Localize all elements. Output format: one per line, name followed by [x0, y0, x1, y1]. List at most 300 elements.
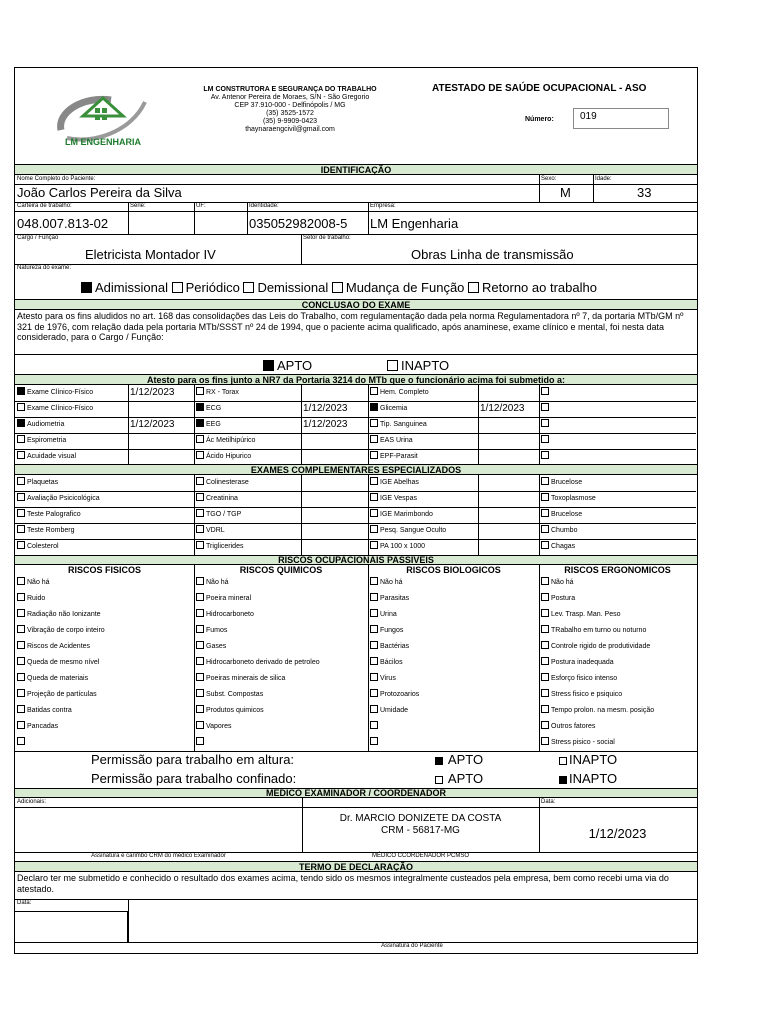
checkbox-icon: [541, 673, 549, 681]
checkbox-icon: [196, 435, 204, 443]
risco-item[interactable]: [196, 719, 366, 735]
complementar-item[interactable]: [541, 507, 694, 523]
complementar-item[interactable]: [370, 491, 537, 507]
checkbox-icon: [17, 541, 25, 549]
risco-item[interactable]: [370, 639, 537, 655]
exam-item[interactable]: [541, 401, 694, 417]
risco-item[interactable]: [17, 591, 192, 607]
complementar-item[interactable]: [541, 491, 694, 507]
setor-value[interactable]: Obras Linha de transmissão: [411, 247, 574, 262]
empresa-value[interactable]: LM Engenharia: [370, 216, 459, 231]
setor-label: Setor de trabalho:: [303, 235, 351, 241]
complementar-label: Brucelose: [551, 479, 583, 486]
coordenador-label: MÉDICO CCORDENADOR PCMSO: [371, 853, 469, 859]
numero-field[interactable]: [573, 108, 669, 129]
exam-label: ECG: [206, 405, 222, 412]
confinado-inapto[interactable]: INAPTO: [559, 771, 617, 786]
exam-label: EPF-Parasit: [380, 453, 418, 460]
exam-item[interactable]: [196, 449, 299, 465]
complementar-item[interactable]: [541, 475, 694, 491]
checkbox-icon: [196, 387, 204, 395]
risco-label: Pancadas: [27, 723, 59, 730]
checkbox-icon: [17, 509, 25, 517]
sexo-label: Sexo:: [541, 176, 557, 182]
checkbox-icon: [559, 757, 567, 765]
risco-label: Vibração de corpo inteiro: [27, 627, 105, 634]
risco-item[interactable]: [17, 735, 192, 751]
confinado-apto[interactable]: APTO: [435, 771, 483, 786]
checkbox-icon: [172, 282, 183, 293]
risco-label: Tempo prolon. na mesm. posição: [551, 707, 655, 714]
checkbox-icon: [370, 525, 378, 533]
checkbox-icon: [196, 541, 204, 549]
natureza-option[interactable]: Periódico: [172, 280, 240, 295]
risco-item[interactable]: [196, 735, 366, 751]
risco-item[interactable]: [370, 687, 537, 703]
checkbox-icon: [370, 403, 378, 411]
checkbox-icon: [541, 577, 549, 585]
risco-label: Stress fisico e psiquico: [551, 691, 623, 698]
complementar-label: Triglicerides: [206, 543, 244, 550]
risco-label: Radiação não Ionizante: [27, 611, 101, 618]
exam-item[interactable]: [196, 417, 299, 433]
checkbox-icon: [370, 705, 378, 713]
idade-label: Idade:: [595, 176, 612, 182]
checkbox-icon: [387, 360, 398, 371]
complementar-item[interactable]: [196, 507, 366, 523]
complementar-item[interactable]: [370, 475, 537, 491]
risco-item[interactable]: [370, 703, 537, 719]
risco-label: Queda de materiais: [27, 675, 89, 682]
natureza-option[interactable]: Demissional: [243, 280, 328, 295]
risco-item[interactable]: [196, 607, 366, 623]
exam-item[interactable]: [541, 433, 694, 449]
checkbox-icon: [196, 451, 204, 459]
complementar-label: TGO / TGP: [206, 511, 242, 518]
checkbox-icon: [196, 593, 204, 601]
complementar-item[interactable]: [370, 507, 537, 523]
cargo-label: Cargo / Função: [17, 235, 59, 241]
riscos-biologicos-title: RISCOS BIOLOGICOS: [406, 565, 501, 575]
exam-date[interactable]: 1/12/2023: [130, 419, 175, 430]
checkbox-icon: [541, 625, 549, 633]
exam-item[interactable]: [541, 417, 694, 433]
company-info: [190, 86, 390, 134]
exam-item[interactable]: [17, 401, 126, 417]
riscos-grid: [15, 575, 696, 751]
natureza-option[interactable]: Retorno ao trabalho: [468, 280, 597, 295]
exam-date[interactable]: 1/12/2023: [303, 419, 348, 430]
checkbox-icon: [196, 673, 204, 681]
checkbox-icon: [370, 657, 378, 665]
complementar-item[interactable]: [17, 507, 192, 523]
risco-label: Projeção de partículas: [27, 691, 97, 698]
checkbox-icon: [196, 525, 204, 533]
risco-item[interactable]: [17, 703, 192, 719]
checkbox-icon: [17, 403, 25, 411]
complementar-label: IGE Marimbondo: [380, 511, 433, 518]
risco-item[interactable]: [196, 575, 366, 591]
complementar-label: PA 100 x 1000: [380, 543, 426, 550]
complementar-item[interactable]: [370, 523, 537, 539]
conclusao-inapto[interactable]: INAPTO: [387, 358, 449, 373]
checkbox-icon: [541, 705, 549, 713]
checkbox-icon: [17, 641, 25, 649]
conclusao-text: Atesto para os fins aludidos no art. 168 das consolidações das Leis do Trabalho, com regulamentação dada pela norma Regulamentadora nº 7, da portaria MTb/GM nº 321 de 1976, com relação dada pela portaria MTb/SSST nº 24 de 1994, que o paciente acima qualificado, após anaminese, exame clínico e mental, foi nesta data considerado, para o Cargo / Função:: [17, 311, 684, 342]
complementar-label: Plaquetas: [27, 479, 59, 486]
idade-value[interactable]: 33: [637, 185, 652, 200]
checkbox-icon: [370, 451, 378, 459]
checkbox-icon: [196, 577, 204, 585]
risco-label: Controle rigido de produtividade: [551, 643, 651, 650]
risco-item[interactable]: [541, 591, 694, 607]
exam-label: Audiometria: [27, 421, 65, 428]
risco-item[interactable]: [196, 655, 366, 671]
checkbox-icon: [541, 387, 549, 395]
checkbox-icon: [370, 419, 378, 427]
medico-band: MEDICO EXAMINADOR / COORDENADOR: [15, 788, 697, 798]
checkbox-icon: [17, 419, 25, 427]
exam-date[interactable]: 1/12/2023: [130, 387, 175, 398]
natureza-option[interactable]: Mudança de Função: [332, 280, 465, 295]
checkbox-icon: [541, 593, 549, 601]
checkbox-icon: [17, 673, 25, 681]
checkbox-icon: [196, 493, 204, 501]
exames-band: Atesto para os fins junto a NR7 da Portaria 3214 do MTb que o funcionário acima foi submetido a:: [15, 374, 697, 385]
altura-inapto[interactable]: INAPTO: [559, 752, 617, 767]
checkbox-icon: [435, 776, 443, 784]
checkbox-icon: [468, 282, 479, 293]
exam-label: Acuidade visual: [27, 453, 77, 460]
complementar-label: VDRL: [206, 527, 225, 534]
checkbox-icon: [196, 641, 204, 649]
complementar-item[interactable]: [17, 539, 192, 555]
risco-item[interactable]: [196, 671, 366, 687]
risco-item[interactable]: [541, 735, 694, 751]
riscos-band: RISCOS OCUPACIONAIS PASSIVEIS: [15, 555, 697, 565]
carteira-label: Carteira de trabalho:: [17, 203, 72, 209]
cargo-value[interactable]: Eletricista Montador IV: [85, 247, 216, 262]
checkbox-icon: [17, 721, 25, 729]
risco-item[interactable]: [17, 719, 192, 735]
risco-label: Bactérias: [380, 643, 410, 650]
checkbox-icon: [196, 477, 204, 485]
riscos-quimicos-title: RISCOS QUIMICOS: [239, 565, 323, 575]
logo-text: LM ENGENHARIA: [65, 137, 141, 147]
complementares-band: EXAMES COMPLEMENTARES ESPECIALIZADOS: [15, 464, 697, 475]
natureza-label: Natureza do exame:: [17, 265, 72, 271]
medico-data[interactable]: 1/12/2023: [588, 826, 647, 841]
checkbox-icon: [370, 577, 378, 585]
exam-item[interactable]: [370, 385, 476, 401]
exam-label: Ácido Hipurico: [206, 453, 252, 460]
risco-label: Não há: [551, 579, 574, 586]
exam-item[interactable]: [17, 385, 126, 401]
checkbox-icon: [370, 721, 378, 729]
checkbox-icon: [541, 609, 549, 617]
exames-grid: [15, 385, 696, 465]
checkbox-icon: [541, 435, 549, 443]
complementar-item[interactable]: [196, 491, 366, 507]
aso-form: [14, 67, 698, 954]
exam-label: Glicemia: [380, 405, 408, 412]
checkbox-icon: [370, 625, 378, 633]
natureza-options: [81, 280, 597, 295]
complementar-label: Pesq. Sangue Oculto: [380, 527, 447, 534]
nome-label: Nome Completo do Paciente:: [17, 176, 96, 182]
altura-label: Permissão para trabalho em altura:: [91, 752, 295, 767]
exam-item[interactable]: [541, 385, 694, 401]
medico-crm: CRM - 56817-MG: [381, 825, 460, 836]
termo-text: Declaro ter me submetido e conhecido o resultado dos exames acima, tendo sido os mesmos integralmente custeados pela empresa, bem como recebi uma via do atestado.: [17, 873, 669, 894]
checkbox-icon: [17, 737, 25, 745]
risco-label: Virus: [380, 675, 396, 682]
carteira-value[interactable]: 048.007.813-02: [17, 216, 109, 231]
conclusao-band: CONCLUSAO DO EXAME: [15, 299, 697, 310]
risco-item[interactable]: [17, 607, 192, 623]
checkbox-icon: [370, 641, 378, 649]
risco-label: Esforço fisico intenso: [551, 675, 618, 682]
risco-item[interactable]: [17, 639, 192, 655]
risco-item[interactable]: [541, 607, 694, 623]
risco-label: Queda de mesmo nível: [27, 659, 100, 666]
company-phone2: (35) 9-9909-0423: [262, 118, 318, 125]
risco-label: Postura inadequada: [551, 659, 614, 666]
exam-label: Hem. Completo: [380, 389, 429, 396]
checkbox-icon: [332, 282, 343, 293]
termo-data-label: Data:: [17, 900, 32, 906]
checkbox-icon: [17, 609, 25, 617]
serie-label: Série:: [130, 203, 146, 209]
risco-item[interactable]: [370, 655, 537, 671]
checkbox-icon: [17, 477, 25, 485]
checkbox-icon: [541, 451, 549, 459]
termo-band: TERMO DE DECLARAÇÃO: [15, 861, 697, 872]
complementar-label: Colinesterase: [206, 479, 249, 486]
checkbox-icon: [370, 541, 378, 549]
checkbox-icon: [17, 625, 25, 633]
risco-item[interactable]: [17, 575, 192, 591]
checkbox-icon: [263, 360, 274, 371]
company-cep: CEP 37.910-000 - Delfinópolis / MG: [234, 102, 346, 109]
complementar-item[interactable]: [17, 523, 192, 539]
risco-item[interactable]: [541, 671, 694, 687]
risco-label: Bácilos: [380, 659, 403, 666]
complementar-item[interactable]: [541, 523, 694, 539]
checkbox-icon: [196, 509, 204, 517]
checkbox-icon: [435, 757, 443, 765]
risco-item[interactable]: [370, 607, 537, 623]
checkbox-icon: [196, 689, 204, 697]
checkbox-icon: [370, 689, 378, 697]
complementar-item[interactable]: [17, 475, 192, 491]
company-address: Av. Antenor Pereira de Moraes, S/N - São Gregorio: [210, 94, 370, 101]
risco-item[interactable]: [370, 735, 537, 751]
numero-label: Número:: [525, 116, 554, 123]
company-email: thaynaraengcivil@gmail.com: [245, 126, 335, 133]
checkbox-icon: [17, 705, 25, 713]
adicionais-label: Adicionais:: [17, 799, 47, 805]
checkbox-icon: [196, 403, 204, 411]
risco-item[interactable]: [541, 623, 694, 639]
checkbox-icon: [541, 493, 549, 501]
checkbox-icon: [370, 435, 378, 443]
riscos-ergonomicos-title: RISCOS ERGONOMICOS: [564, 565, 671, 575]
exam-item[interactable]: [196, 401, 299, 417]
exam-date[interactable]: 1/12/2023: [303, 403, 348, 414]
risco-item[interactable]: [17, 655, 192, 671]
checkbox-icon: [541, 641, 549, 649]
exam-item[interactable]: [196, 385, 299, 401]
complementar-label: Creatinina: [206, 495, 238, 502]
risco-item[interactable]: [196, 623, 366, 639]
exam-label: EAS Urina: [380, 437, 413, 444]
company-name: LM CONSTRUTORA E SEGURANÇA DO TRABALHO: [203, 86, 377, 93]
complementar-label: Brucelose: [551, 511, 583, 518]
checkbox-icon: [541, 689, 549, 697]
checkbox-icon: [196, 737, 204, 745]
risco-item[interactable]: [541, 719, 694, 735]
altura-apto[interactable]: APTO: [435, 752, 483, 767]
checkbox-icon: [17, 689, 25, 697]
risco-label: Não há: [206, 579, 229, 586]
risco-item[interactable]: [370, 591, 537, 607]
identidade-value[interactable]: 035052982008-5: [249, 216, 348, 231]
exam-item[interactable]: [17, 433, 126, 449]
checkbox-icon: [196, 419, 204, 427]
checkbox-icon: [17, 451, 25, 459]
nome-value[interactable]: João Carlos Pereira da Silva: [17, 185, 182, 200]
complementar-item[interactable]: [17, 491, 192, 507]
conclusao-apto[interactable]: APTO: [263, 358, 312, 373]
checkbox-icon: [17, 593, 25, 601]
uf-label: UF:: [196, 203, 206, 209]
risco-item[interactable]: [541, 575, 694, 591]
complementar-item[interactable]: [196, 475, 366, 491]
risco-label: TRabalho em turno ou noturno: [551, 627, 647, 634]
risco-item[interactable]: [541, 655, 694, 671]
doc-title: ATESTADO DE SAÚDE OCUPACIONAL - ASO: [432, 83, 647, 94]
checkbox-icon: [17, 387, 25, 395]
risco-item[interactable]: [541, 703, 694, 719]
risco-label: Vapores: [206, 723, 232, 730]
risco-label: Fumos: [206, 627, 228, 634]
checkbox-icon: [370, 673, 378, 681]
risco-label: Outros fatores: [551, 723, 596, 730]
risco-item[interactable]: [17, 671, 192, 687]
checkbox-icon: [541, 525, 549, 533]
checkbox-icon: [541, 477, 549, 485]
risco-label: Lev. Trasp. Man. Peso: [551, 611, 621, 618]
checkbox-icon: [541, 721, 549, 729]
confinado-label: Permissão para trabalho confinado:: [91, 771, 297, 786]
checkbox-icon: [17, 435, 25, 443]
checkbox-icon: [196, 705, 204, 713]
risco-item[interactable]: [196, 639, 366, 655]
complementar-item[interactable]: [370, 539, 537, 555]
exam-item[interactable]: [370, 433, 476, 449]
complementar-item[interactable]: [541, 539, 694, 555]
exam-item[interactable]: [17, 417, 126, 433]
checkbox-icon: [541, 541, 549, 549]
termo-data-field[interactable]: [15, 911, 128, 942]
checkbox-icon: [196, 721, 204, 729]
checkbox-icon: [541, 403, 549, 411]
risco-label: Stress pisico - social: [551, 739, 615, 746]
exam-item[interactable]: [196, 433, 299, 449]
risco-item[interactable]: [196, 703, 366, 719]
checkbox-icon: [541, 737, 549, 745]
checkbox-icon: [370, 593, 378, 601]
risco-label: Produtos quimicos: [206, 707, 264, 714]
checkbox-icon: [541, 509, 549, 517]
risco-item[interactable]: [370, 623, 537, 639]
exam-label: RX - Torax: [206, 389, 239, 396]
complementar-label: IGE Vespas: [380, 495, 417, 502]
natureza-option[interactable]: Adimissional: [81, 280, 168, 295]
checkbox-icon: [370, 737, 378, 745]
checkbox-icon: [196, 657, 204, 665]
risco-label: Ruido: [27, 595, 46, 602]
exam-date[interactable]: 1/12/2023: [480, 403, 525, 414]
exam-item[interactable]: [370, 417, 476, 433]
risco-item[interactable]: [17, 623, 192, 639]
complementar-item[interactable]: [196, 539, 366, 555]
risco-item[interactable]: [196, 687, 366, 703]
risco-label: Postura: [551, 595, 576, 602]
risco-item[interactable]: [17, 687, 192, 703]
exam-label: Exame Clínico-Físico: [27, 405, 94, 412]
numero-value: 019: [580, 111, 597, 122]
risco-item[interactable]: [370, 671, 537, 687]
company-logo: [53, 82, 153, 152]
exam-item[interactable]: [370, 401, 476, 417]
riscos-fisicos-title: RISCOS FISICOS: [67, 565, 141, 575]
risco-label: Riscos de Acidentes: [27, 643, 91, 650]
risco-item[interactable]: [196, 591, 366, 607]
risco-item[interactable]: [541, 639, 694, 655]
checkbox-icon: [370, 509, 378, 517]
exam-item[interactable]: [370, 449, 476, 465]
complementar-label: Toxoplasmose: [551, 495, 596, 502]
exam-label: Ác Metilhipúrico: [206, 437, 256, 444]
complementar-label: Chumbo: [551, 527, 578, 534]
checkbox-icon: [17, 657, 25, 665]
checkbox-icon: [541, 419, 549, 427]
checkbox-icon: [196, 609, 204, 617]
risco-label: Umidade: [380, 707, 409, 714]
risco-item[interactable]: [370, 719, 537, 735]
risco-label: Gases: [206, 643, 227, 650]
risco-item[interactable]: [541, 687, 694, 703]
empresa-label: Empresa:: [370, 203, 396, 209]
complementar-label: Colesterol: [27, 543, 59, 550]
sexo-value[interactable]: M: [560, 185, 571, 200]
exam-label: Exame Clínico-Físico: [27, 389, 94, 396]
risco-label: Batidas contra: [27, 707, 72, 714]
checkbox-icon: [81, 282, 92, 293]
risco-label: Fungos: [380, 627, 404, 634]
exam-item[interactable]: [17, 449, 126, 465]
exam-item[interactable]: [541, 449, 694, 465]
company-phone1: (35) 3525-1572: [266, 110, 314, 117]
identidade-label: Identidade:: [249, 203, 279, 209]
risco-label: Não há: [27, 579, 50, 586]
risco-item[interactable]: [370, 575, 537, 591]
complementar-item[interactable]: [196, 523, 366, 539]
assinatura-paciente-label: Assinatura do Paciente: [381, 943, 443, 949]
exam-label: Espirometria: [27, 437, 67, 444]
